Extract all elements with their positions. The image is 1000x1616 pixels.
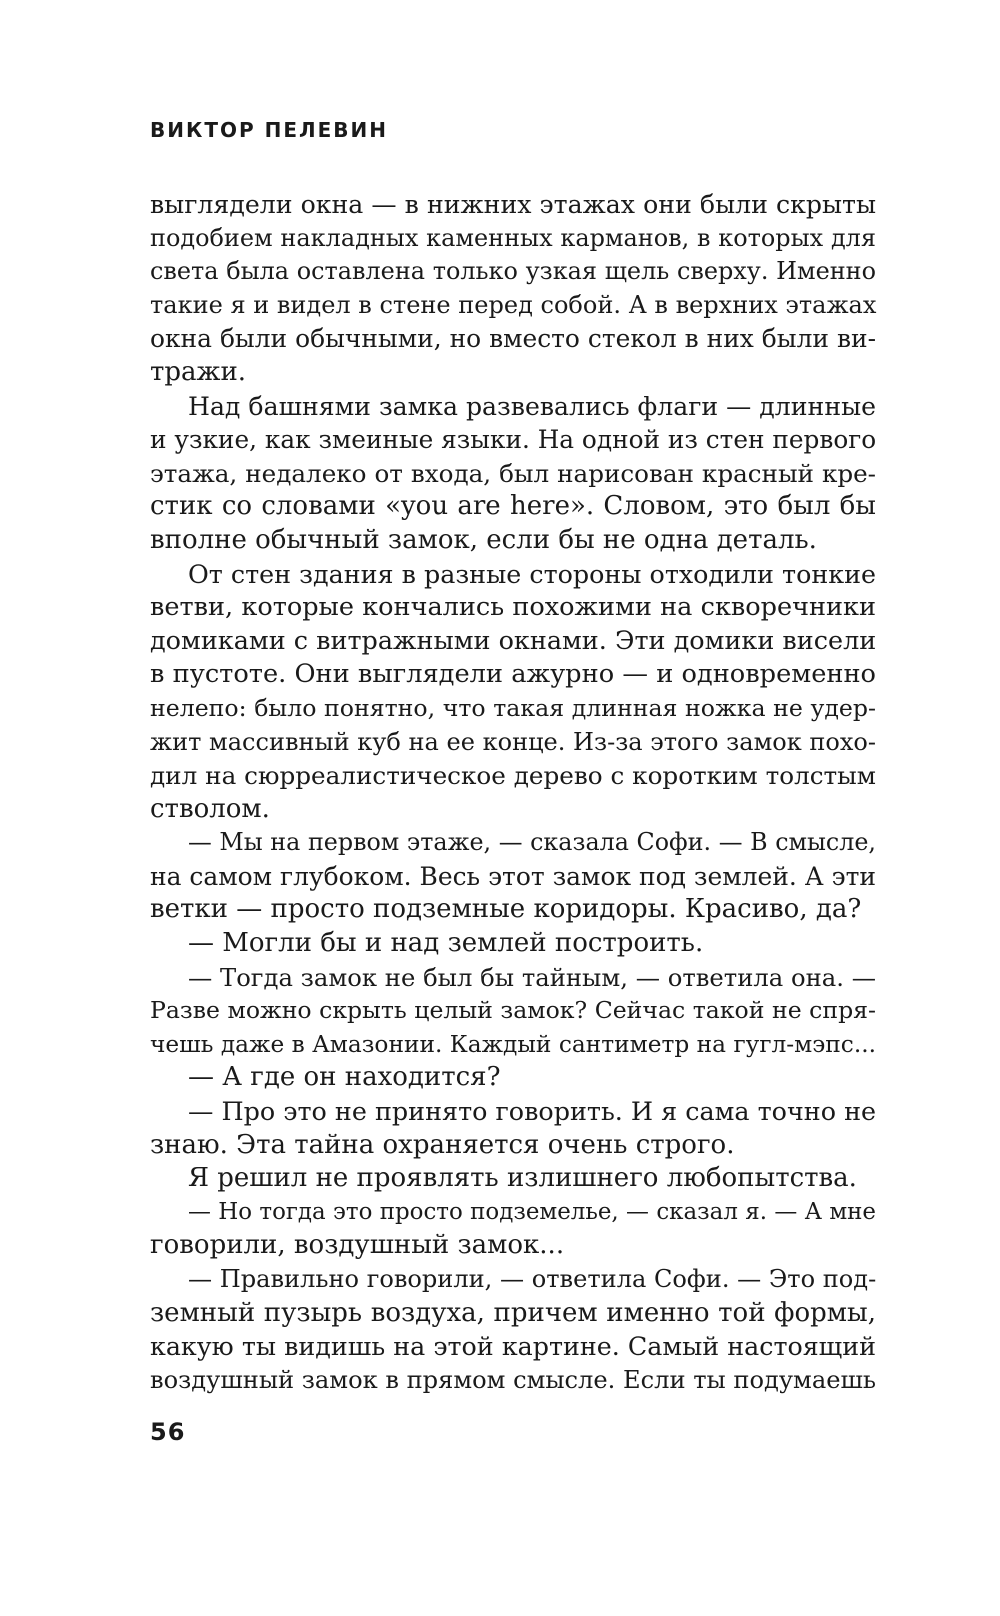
text-line: говорили, воздушный замок... (150, 1230, 565, 1261)
text-line: — А где он находится? (188, 1062, 501, 1093)
text-line: — Мы на первом этаже, — сказала Софи. — В смысле, (188, 828, 876, 857)
text-line: Над башнями замка развевались флаги — длинные (188, 391, 876, 421)
text-line: — Могли бы и над землей построить. (188, 928, 704, 959)
text-line: воздушный замок в прямом смысле. Если ты подумаешь (150, 1365, 877, 1394)
page-number: 56 (150, 1418, 186, 1446)
text-line: От стен здания в разные стороны отходили тонкие (188, 558, 876, 589)
text-line: выглядели окна — в нижних этажах они были скрыты (150, 190, 876, 219)
text-line: тражи. (150, 356, 247, 387)
text-line: домиками с витражными окнами. Эти домики висели (150, 625, 877, 656)
text-line: стволом. (150, 793, 270, 824)
text-line: Я решил не проявлять излишнего любопытства. (188, 1163, 857, 1194)
text-line: жит массивный куб на ее конце. Из-за этого замок похо- (150, 727, 876, 756)
text-line: — Про это не принято говорить. И я сама точно не (188, 1096, 877, 1127)
text-line: на самом глубоком. Весь этот замок под землей. А эти (150, 861, 876, 891)
text-line: — Тогда замок не был бы тайным, — ответила она. — (188, 962, 876, 992)
text-line: — Но тогда это просто подземелье, — сказал я. — А мне (188, 1198, 876, 1225)
text-line: Разве можно скрыть целый замок? Сейчас такой не спря- (150, 996, 876, 1025)
text-line: ветви, которые кончались похожими на скворечники (150, 592, 876, 623)
text-line: окна были обычными, но вместо стекол в них были ви- (150, 324, 876, 354)
text-line: ветки — просто подземные коридоры. Красиво, да? (150, 894, 862, 925)
text-line: знаю. Эта тайна охраняется очень строго. (150, 1129, 735, 1160)
body-text (150, 188, 876, 1397)
text-line: стик со словами «you are here». Словом, это был бы (150, 491, 876, 522)
text-line: этажа, недалеко от входа, был нарисован красный кре- (150, 458, 876, 488)
text-line: вполне обычный замок, если бы не одна деталь. (150, 524, 817, 555)
text-line: в пустоте. Они выглядели ажурно — и одновременно (150, 659, 876, 690)
text-line: и узкие, как змеиные языки. На одной из стен первого (150, 425, 877, 455)
text-line: света была оставлена только узкая щель сверху. Именно (150, 257, 876, 286)
text-line: земный пузырь воздуха, причем именно той формы, (150, 1297, 876, 1328)
text-line: дил на сюрреалистическое дерево с коротким толстым (150, 761, 876, 791)
text-line: чешь даже в Амазонии. Каждый сантиметр на гугл-мэпс... (150, 1030, 876, 1058)
text-line: какую ты видишь на этой картине. Самый настоящий (150, 1331, 876, 1362)
text-line: — Правильно говорили, — ответила Софи. — Это под- (188, 1265, 877, 1293)
text-line: нелепо: было понятно, что такая длинная ножка не удер- (150, 693, 876, 722)
text-line: такие я и видел в стене перед собой. А в верхних этажах (150, 290, 877, 319)
text-line: подобием накладных каменных карманов, в которых для (150, 223, 876, 252)
running-head: ВИКТОР ПЕЛЕВИН (150, 118, 388, 142)
